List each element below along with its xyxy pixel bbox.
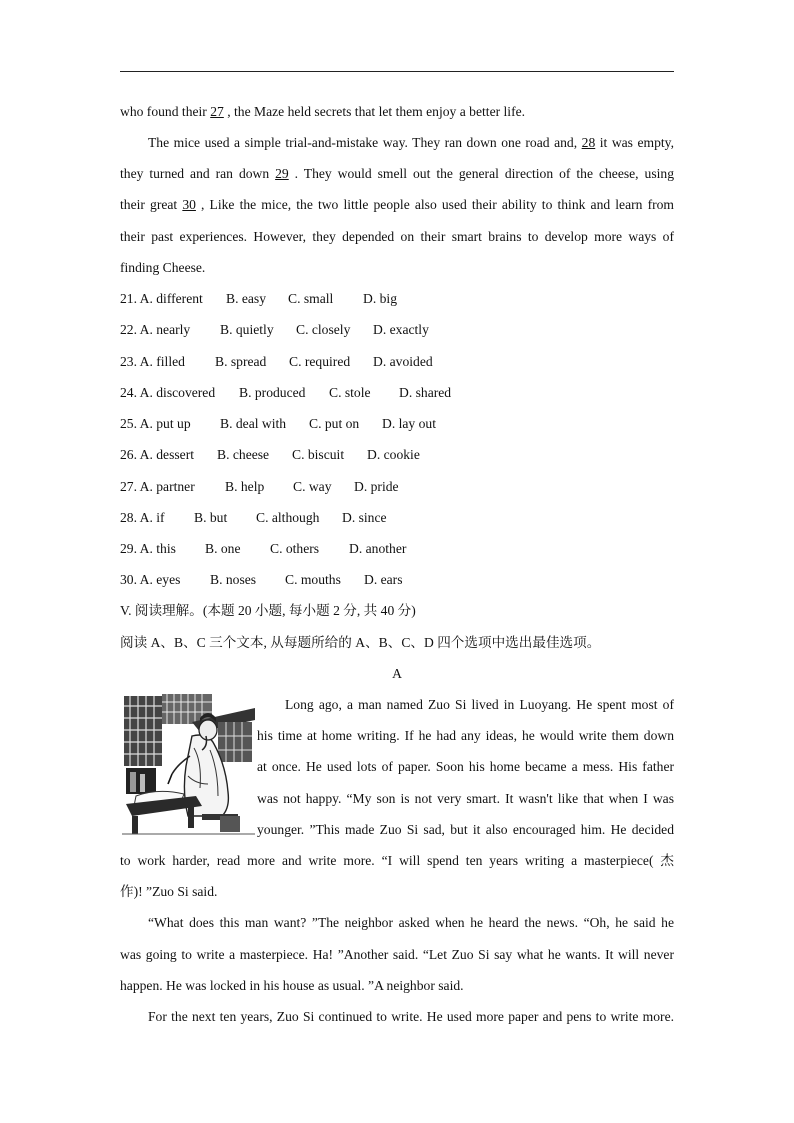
passage-line: happen. He was locked in his house as usual. ”A neighbor said. bbox=[120, 978, 464, 993]
option-d: D. cookie bbox=[367, 447, 420, 462]
option-a: 22. A. nearly bbox=[120, 322, 191, 337]
text: The mice used a simple trial-and-mistake way. They ran down one road and, bbox=[148, 135, 582, 150]
passage-line: at once. He used lots of paper. Soon his home became a mess. His father bbox=[257, 759, 674, 774]
option-d: D. ears bbox=[364, 572, 403, 587]
option-d: D. big bbox=[363, 291, 397, 306]
question-options-29 bbox=[120, 540, 406, 558]
question-options-26 bbox=[120, 446, 420, 464]
paragraph-line bbox=[120, 103, 674, 121]
option-d: D. pride bbox=[354, 479, 399, 494]
question-options-22 bbox=[120, 321, 429, 339]
section-heading: V. 阅读理解。(本题 20 小题, 每小题 2 分, 共 40 分) bbox=[120, 603, 416, 618]
blank-27: 27 bbox=[210, 104, 224, 119]
question-options-25 bbox=[120, 415, 436, 433]
option-c: C. although bbox=[256, 510, 320, 525]
text: who found their bbox=[120, 104, 211, 119]
option-d: D. shared bbox=[399, 385, 452, 400]
option-a: 21. A. different bbox=[120, 291, 203, 306]
option-a: 29. A. this bbox=[120, 541, 176, 556]
option-a: 25. A. put up bbox=[120, 416, 191, 431]
passage-line: 作)! ”Zuo Si said. bbox=[120, 884, 218, 899]
option-b: B. deal with bbox=[220, 416, 287, 431]
paragraph-line bbox=[148, 134, 674, 152]
paragraph-line: their past experiences. However, they depended on their smart brains to develop more ways of bbox=[120, 229, 674, 244]
option-b: B. produced bbox=[239, 385, 306, 400]
question-options-27 bbox=[120, 478, 399, 496]
text: , Like the mice, the two little people also used their ability to think and learn from bbox=[195, 197, 674, 212]
option-d: D. since bbox=[342, 510, 387, 525]
option-c: C. put on bbox=[309, 416, 360, 431]
text: they turned and ran down bbox=[120, 166, 276, 181]
option-a: 23. A. filled bbox=[120, 354, 185, 369]
option-d: D. avoided bbox=[373, 354, 433, 369]
option-b: B. help bbox=[225, 479, 265, 494]
blank-30: 30 bbox=[182, 197, 196, 212]
option-b: B. but bbox=[194, 510, 228, 525]
option-a: 27. A. partner bbox=[120, 479, 195, 494]
passage-line: “What does this man want? ”The neighbor asked when he heard the news. “Oh, he said he bbox=[148, 915, 674, 930]
section-instruction: 阅读 A、B、C 三个文本, 从每题所给的 A、B、C、D 四个选项中选出最佳选项。 bbox=[120, 635, 601, 650]
header-rule bbox=[120, 71, 674, 72]
passage-line: to work harder, read more and write more. “I will spend ten years writing a masterpiece( 杰 bbox=[120, 853, 674, 868]
scholar-writing-illustration bbox=[122, 692, 255, 837]
text: it was empty, bbox=[595, 135, 674, 150]
option-b: B. one bbox=[205, 541, 241, 556]
option-c: C. others bbox=[270, 541, 320, 556]
option-d: D. lay out bbox=[382, 416, 436, 431]
option-c: C. small bbox=[288, 291, 334, 306]
option-d: D. another bbox=[349, 541, 407, 556]
passage-line: his time at home writing. If he had any ideas, he would write them down bbox=[257, 728, 674, 743]
passage-line: was going to write a masterpiece. Ha! ”Another said. “Let Zuo Si say what he wants. It will never bbox=[120, 947, 674, 962]
passage-line: For the next ten years, Zuo Si continued to write. He used more paper and pens to write more. bbox=[148, 1009, 674, 1024]
option-b: B. quietly bbox=[220, 322, 274, 337]
option-b: B. cheese bbox=[217, 447, 270, 462]
paragraph-line bbox=[120, 165, 674, 183]
option-a: 24. A. discovered bbox=[120, 385, 216, 400]
option-b: B. easy bbox=[226, 291, 267, 306]
option-c: C. closely bbox=[296, 322, 351, 337]
blank-28: 28 bbox=[581, 135, 596, 150]
paragraph-line bbox=[120, 196, 674, 214]
paragraph-line: finding Cheese. bbox=[120, 260, 206, 275]
blank-29: 29 bbox=[275, 166, 289, 181]
question-options-23 bbox=[120, 353, 433, 371]
question-options-28 bbox=[120, 509, 387, 527]
option-c: C. mouths bbox=[285, 572, 341, 587]
question-options-30 bbox=[120, 571, 403, 589]
option-c: C. stole bbox=[329, 385, 371, 400]
option-c: C. way bbox=[293, 479, 332, 494]
option-a: 30. A. eyes bbox=[120, 572, 181, 587]
passage-line: was not happy. “My son is not very smart. It wasn't like that when I was bbox=[257, 791, 674, 806]
question-options-21 bbox=[120, 290, 397, 308]
option-b: B. noses bbox=[210, 572, 257, 587]
passage-line: younger. ”This made Zuo Si sad, but it also encouraged him. He decided bbox=[257, 822, 674, 837]
option-a: 26. A. dessert bbox=[120, 447, 195, 462]
option-a: 28. A. if bbox=[120, 510, 165, 525]
option-c: C. biscuit bbox=[292, 447, 345, 462]
passage-label: A bbox=[392, 666, 402, 681]
question-options-24 bbox=[120, 384, 451, 402]
text: their great bbox=[120, 197, 183, 212]
text: , the Maze held secrets that let them enjoy a better life. bbox=[223, 104, 526, 119]
option-b: B. spread bbox=[215, 354, 267, 369]
option-c: C. required bbox=[289, 354, 351, 369]
passage-line: Long ago, a man named Zuo Si lived in Luoyang. He spent most of bbox=[285, 697, 674, 712]
text: . They would smell out the general direction of the cheese, using bbox=[288, 166, 674, 181]
option-d: D. exactly bbox=[373, 322, 429, 337]
